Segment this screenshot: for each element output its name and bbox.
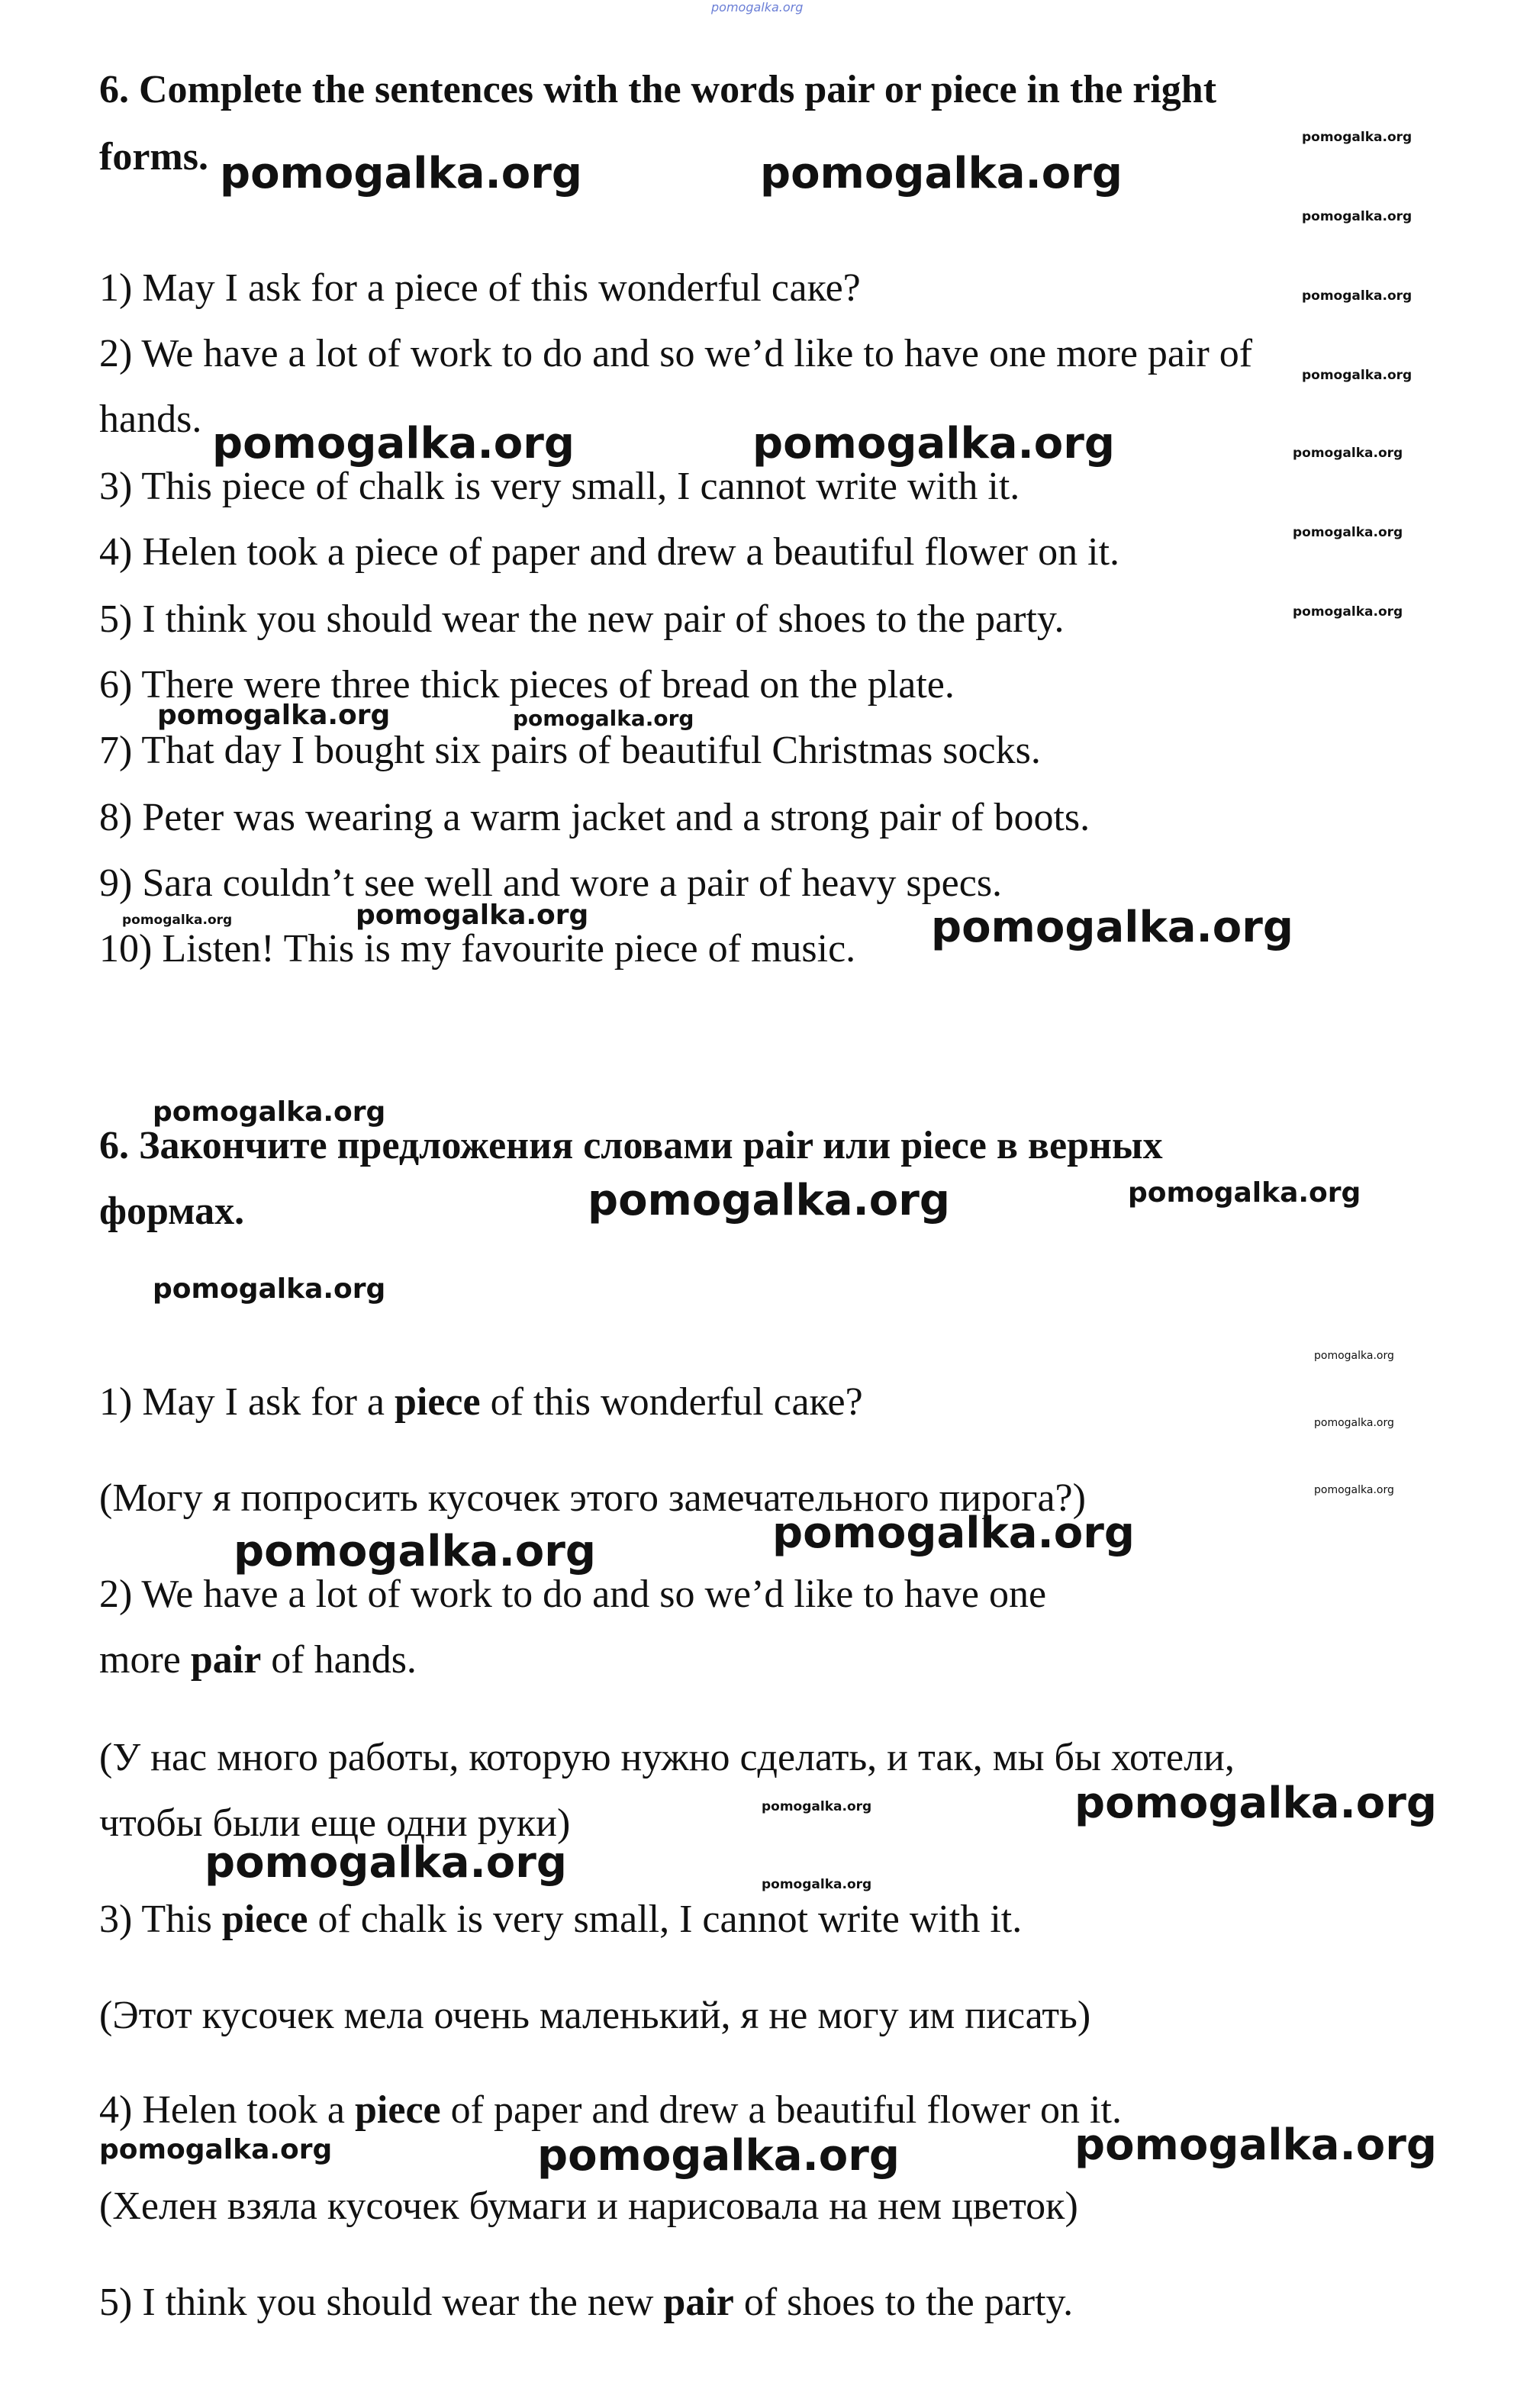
watermark: pomogalka.org (762, 1877, 872, 1892)
watermark: pomogalka.org (1128, 1177, 1361, 1209)
watermark: pomogalka.org (157, 700, 391, 731)
sentence-en-6: 6) There were three thick pieces of bread on the plate. (99, 663, 955, 707)
watermark: pomogalka.org (1314, 1350, 1394, 1362)
watermark: pomogalka.org (153, 1273, 386, 1305)
watermark: pomogalka.org (1302, 288, 1413, 304)
item-ru-4-translation: (Хелен взяла кусочек бумаги и нарисовала на нем цветок) (99, 2184, 1078, 2228)
watermark: pomogalka.org (588, 1176, 950, 1225)
watermark: pomogalka.org (1302, 368, 1413, 383)
item-ru-1: 1) May I ask for a piece of this wonderful саке? (99, 1380, 863, 1424)
sentence-en-10: 10) Listen! This is my favourite piece of music. (99, 927, 856, 971)
sentence-en-2-cont: hands. (99, 398, 202, 441)
item-ru-1-translation: (Могу я попросить кусочек этого замечательного пирога?) (99, 1476, 1086, 1520)
watermark: pomogalka.org (234, 1527, 596, 1576)
item-ru-5: 5) I think you should wear the new pair of shoes to the party. (99, 2281, 1074, 2324)
sentence-en-4: 4) Helen took a piece of paper and drew a beautiful flower on it. (99, 530, 1120, 574)
watermark: pomogalka.org (1074, 2120, 1437, 2170)
watermark: pomogalka.org (1293, 604, 1403, 620)
watermark: pomogalka.org (772, 1508, 1135, 1558)
watermark: pomogalka.org (752, 419, 1115, 468)
watermark: pomogalka.org (1314, 1484, 1394, 1496)
watermark: pomogalka.org (1293, 446, 1403, 461)
watermark: pomogalka.org (1293, 525, 1403, 540)
watermark: pomogalka.org (931, 903, 1293, 952)
sentence-en-1: 1) May I ask for a piece of this wonderful саке? (99, 266, 861, 310)
item-ru-2-cont: more pair of hands. (99, 1638, 417, 1682)
watermark: pomogalka.org (1314, 1417, 1394, 1429)
watermark: pomogalka.org (356, 900, 589, 931)
sentence-en-7: 7) That day I bought six pairs of beautiful Christmas socks. (99, 729, 1041, 772)
watermark: pomogalka.org (760, 149, 1123, 198)
watermark: pomogalka.org (537, 2131, 900, 2181)
exercise-title-ru-line2: формах. (99, 1190, 245, 1233)
watermark: pomogalka.org (1074, 1779, 1437, 1828)
watermark: pomogalka.org (99, 2134, 333, 2165)
exercise-title-ru: 6. Закончите предложения словами pair или piece в верных (99, 1124, 1163, 1167)
watermark: pomogalka.org (212, 419, 575, 468)
sentence-en-9: 9) Sara couldn’t see well and wore a pair of heavy specs. (99, 861, 1003, 905)
item-ru-3: 3) This piece of chalk is very small, I cannot write with it. (99, 1898, 1023, 1941)
sentence-en-8: 8) Peter was wearing a warm jacket and a strong pair of boots. (99, 796, 1090, 839)
exercise-title-en-line2: forms. (99, 135, 208, 179)
item-ru-4: 4) Helen took a piece of paper and drew a beautiful flower on it. (99, 2088, 1122, 2132)
item-ru-2-translation-cont: чтобы были еще одни руки) (99, 1801, 571, 1845)
item-ru-2-translation: (У нас много работы, которую нужно сделать, и так, мы бы хотели, (99, 1736, 1235, 1779)
sentence-en-2: 2) We have a lot of work to do and so we’d like to have one more pair of (99, 332, 1253, 375)
watermark: pomogalka.org (513, 706, 694, 731)
watermark: pomogalka.org (122, 913, 233, 928)
watermark: pomogalka.org (220, 149, 582, 198)
watermark: pomogalka.org (762, 1799, 872, 1814)
watermark: pomogalka.org (1302, 130, 1413, 145)
watermark: pomogalka.org (153, 1096, 386, 1128)
watermark: pomogalka.org (1302, 209, 1413, 224)
item-ru-2: 2) We have a lot of work to do and so we’d like to have one (99, 1573, 1047, 1616)
watermark-top: pomogalka.org (711, 0, 804, 14)
item-ru-3-translation: (Этот кусочек мела очень маленький, я не могу им писать) (99, 1994, 1091, 2037)
watermark: pomogalka.org (205, 1838, 567, 1888)
sentence-en-3: 3) This piece of chalk is very small, I cannot write with it. (99, 465, 1020, 508)
sentence-en-5: 5) I think you should wear the new pair of shoes to the party. (99, 597, 1065, 641)
exercise-title-en: 6. Complete the sentences with the words pair or piece in the right (99, 68, 1217, 111)
